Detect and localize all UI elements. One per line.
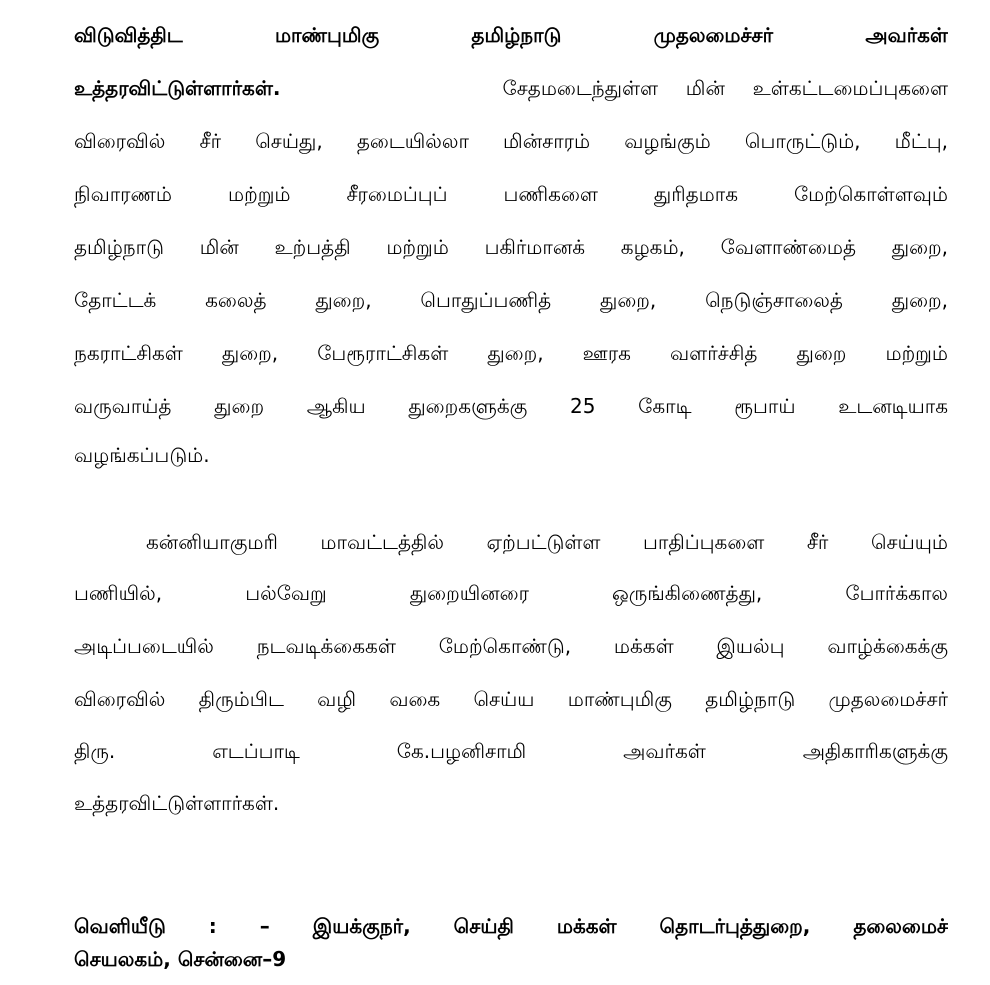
paragraph2-line4: விரைவில் திரும்பிட வழி வகை செய்ய மாண்புமிகு தமிழ்நாடு முதலமைச்சர் [74, 687, 948, 711]
paragraph1-line5: தமிழ்நாடு மின் உற்பத்தி மற்றும் பகிர்மானக் கழகம், வேளாண்மைத் துறை, [74, 235, 948, 259]
footer-line2: செயலகம், சென்னை–9 [74, 947, 287, 971]
paragraph2-line2: பணியில், பல்வேறு துறையினரை ஒருங்கிணைத்து, போர்க்கால [74, 581, 948, 605]
paragraph1-line3: விரைவில் சீர் செய்து, தடையில்லா மின்சாரம் வழங்கும் பொருட்டும், மீட்பு, [74, 129, 948, 153]
paragraph1-line7: நகராட்சிகள் துறை, பேரூராட்சிகள் துறை, ஊரக வளர்ச்சித் துறை மற்றும் [74, 341, 948, 365]
paragraph2-line5: திரு. எடப்பாடி கே.பழனிசாமி அவர்கள் அதிகாரிகளுக்கு [74, 739, 948, 763]
paragraph1-line8: வருவாய்த் துறை ஆகிய துறைகளுக்கு 25 கோடி ரூபாய் உடனடியாக [74, 394, 948, 418]
paragraph1-line1: விடுவித்திட மாண்புமிகு தமிழ்நாடு முதலமைச்சர் அவர்கள் [74, 23, 948, 47]
footer-line1: வெளியீடு : – இயக்குநர், செய்தி மக்கள் தொடர்புத்துறை, தலைமைச் [74, 914, 948, 938]
paragraph1-line4: நிவாரணம் மற்றும் சீரமைப்புப் பணிகளை துரிதமாக மேற்கொள்ளவும் [74, 182, 948, 206]
paragraph1-line2-bold: உத்தரவிட்டுள்ளார்கள். [74, 76, 281, 100]
paragraph2-line1: கன்னியாகுமரி மாவட்டத்தில் ஏற்பட்டுள்ள பாதிப்புகளை சீர் செய்யும் [146, 530, 948, 554]
paragraph2-line6: உத்தரவிட்டுள்ளார்கள். [74, 791, 280, 815]
paragraph1-line9: வழங்கப்படும். [74, 443, 210, 467]
paragraph1-line2 [74, 73, 948, 103]
paragraph1-line2-rest: சேதமடைந்துள்ள மின் உள்கட்டமைப்புகளை [502, 76, 948, 100]
document-page [74, 0, 948, 985]
paragraph2-line3: அடிப்படையில் நடவடிக்கைகள் மேற்கொண்டு, மக்கள் இயல்பு வாழ்க்கைக்கு [74, 634, 948, 658]
paragraph1-line6: தோட்டக் கலைத் துறை, பொதுப்பணித் துறை, நெடுஞ்சாலைத் துறை, [74, 288, 948, 312]
